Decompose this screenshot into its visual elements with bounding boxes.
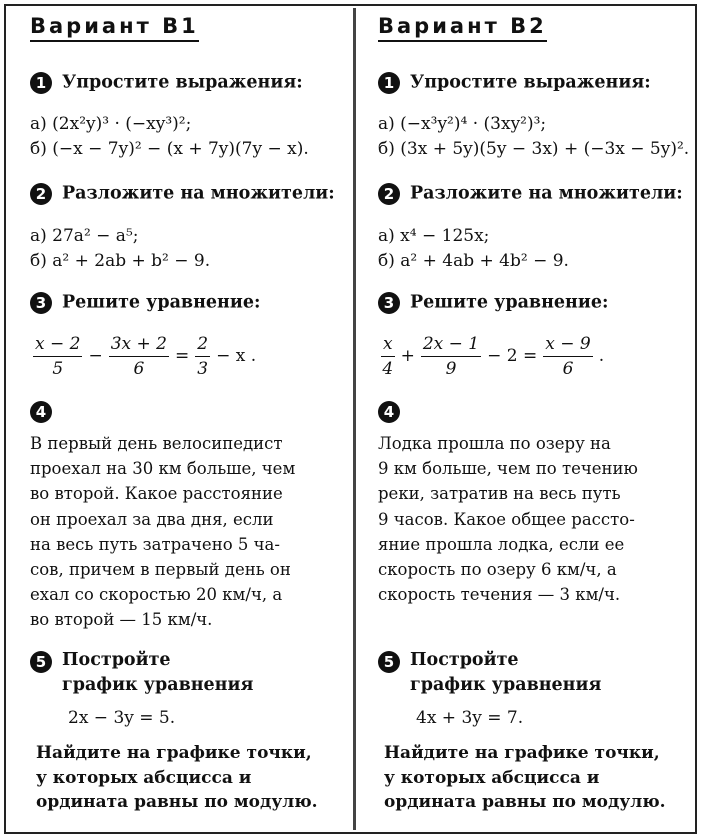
text-line: 9 км больше, чем по течению	[378, 459, 638, 479]
fraction	[195, 334, 210, 379]
task1-part-b: б) (−x − 7y)² − (x + 7y)(7y − x).	[30, 139, 309, 159]
task2-part-a: а) x⁴ − 125x;	[378, 226, 490, 246]
text-line: во второй — 15 км/ч.	[30, 610, 213, 630]
fraction	[109, 334, 169, 379]
text-line: скорость по озеру 6 км/ч, а	[378, 560, 617, 580]
equation-tail: .	[598, 346, 605, 366]
task5-heading	[30, 648, 253, 698]
task1-heading	[378, 72, 651, 94]
fraction	[543, 334, 592, 379]
text-line: он проехал за два дня, если	[30, 509, 274, 529]
task-heading-text: Решите уравнение:	[62, 292, 261, 313]
task-number-badge: 3	[378, 292, 400, 314]
text-line: ордината равны по модулю.	[384, 792, 666, 812]
fraction	[33, 334, 82, 379]
equation-tail: − x .	[216, 346, 257, 366]
text-line: Найдите на графике точки,	[384, 743, 660, 763]
column-divider	[353, 8, 356, 830]
fraction	[421, 334, 481, 379]
task3-heading	[378, 292, 608, 314]
text-line: яние прошла лодка, если ее	[378, 534, 625, 554]
task2-heading	[378, 183, 683, 205]
text-line: сов, причем в первый день он	[30, 560, 291, 580]
task5-equation: 4x + 3y = 7.	[416, 708, 524, 728]
task-heading-text: Упростите выражения:	[62, 72, 303, 93]
task-number-badge: 3	[30, 292, 52, 314]
task-number-badge: 5	[378, 651, 400, 673]
task1-part-a: а) (−x³y²)⁴ · (3xy²)³;	[378, 114, 547, 134]
task2-part-a: а) 27a² − a⁵;	[30, 226, 139, 246]
task-heading-line: Постройте	[410, 650, 519, 670]
task4-text	[378, 431, 670, 607]
denominator: 3	[197, 359, 209, 379]
task4-text	[30, 431, 322, 633]
numerator: x − 2	[33, 334, 82, 357]
text-line: проехал на 30 км больше, чем	[30, 459, 296, 479]
task5-instruction	[36, 741, 318, 815]
task-number-badge: 4	[378, 401, 400, 423]
task2-heading	[30, 183, 335, 205]
operator: −	[88, 346, 103, 366]
text-line: на весь путь затрачено 5 ча-	[30, 534, 280, 554]
task-heading-line: Постройте	[62, 650, 171, 670]
text-line: Лодка прошла по озеру на	[378, 434, 611, 453]
task-number-badge: 5	[30, 651, 52, 673]
numerator: x	[381, 334, 395, 357]
task-heading-line: график уравнения	[410, 675, 602, 695]
text-line: ехал со скоростью 20 км/ч, а	[30, 585, 283, 605]
task-heading-text: Решите уравнение:	[410, 292, 609, 313]
variant-title: Вариант В1	[30, 14, 199, 42]
task4-heading	[30, 401, 62, 423]
task4-heading	[378, 401, 410, 423]
numerator: 2x − 1	[421, 334, 481, 357]
task1-part-a: а) (2x²y)³ · (−xy³)²;	[30, 114, 192, 134]
task-heading-text: Разложите на множители:	[410, 183, 683, 204]
text-line: во второй. Какое расстояние	[30, 484, 283, 504]
variant-title: Вариант В2	[378, 14, 547, 42]
denominator: 6	[562, 359, 574, 379]
task1-part-b: б) (3x + 5y)(5y − 3x) + (−3x − 5y)².	[378, 139, 690, 159]
task1-heading	[30, 72, 303, 94]
text-line: у которых абсцисса и	[384, 767, 600, 788]
denominator: 5	[52, 359, 64, 379]
text-line: Найдите на графике точки,	[36, 743, 312, 763]
task-heading-text: Разложите на множители:	[62, 183, 335, 204]
text-line: скорость течения — 3 км/ч.	[378, 585, 621, 605]
numerator: 3x + 2	[109, 334, 169, 357]
operator: − 2 =	[487, 346, 538, 366]
task5-instruction	[384, 741, 666, 815]
task-heading-line: график уравнения	[62, 675, 254, 695]
text-line: реки, затратив на весь путь	[378, 484, 621, 504]
task3-heading	[30, 292, 260, 314]
task-number-badge: 1	[378, 72, 400, 94]
operator: +	[400, 346, 415, 366]
operator: =	[175, 346, 190, 366]
numerator: x − 9	[543, 334, 592, 357]
text-line: у которых абсцисса и	[36, 767, 252, 788]
task5-equation: 2x − 3y = 5.	[68, 708, 176, 728]
text-line: В первый день велосипедист	[30, 434, 283, 453]
task-number-badge: 1	[30, 72, 52, 94]
text-line: 9 часов. Какое общее рассто-	[378, 509, 635, 529]
task-number-badge: 2	[30, 183, 52, 205]
task2-part-b: б) a² + 2ab + b² − 9.	[30, 251, 211, 271]
denominator: 4	[382, 359, 394, 379]
task2-part-b: б) a² + 4ab + 4b² − 9.	[378, 251, 569, 271]
fraction	[381, 334, 395, 379]
task3-equation	[378, 334, 607, 379]
denominator: 6	[133, 359, 145, 379]
task-number-badge: 2	[378, 183, 400, 205]
numerator: 2	[195, 334, 210, 357]
task5-heading	[378, 648, 601, 698]
task-number-badge: 4	[30, 401, 52, 423]
task3-equation	[30, 334, 259, 379]
task-heading-text: Упростите выражения:	[410, 72, 651, 93]
denominator: 9	[445, 359, 457, 379]
text-line: ордината равны по модулю.	[36, 792, 318, 812]
